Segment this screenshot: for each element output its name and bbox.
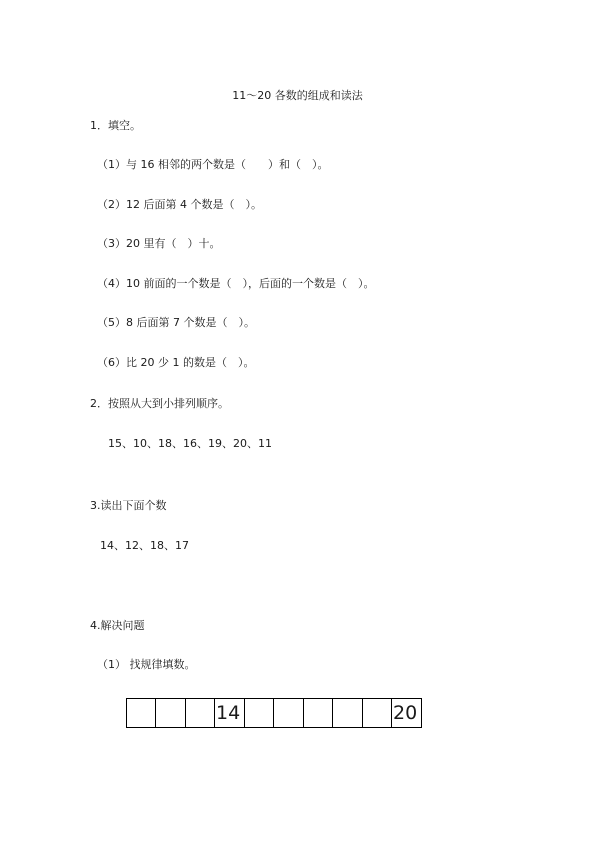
question-3-numbers: 14、12、18、17 [100,539,189,552]
grid-cell[interactable] [186,699,215,727]
grid-cell[interactable] [274,699,304,727]
question-1-item-1: （1）与 16 相邻的两个数是（ ）和（ ）。 [97,158,329,171]
question-2-numbers: 15、10、18、16、19、20、11 [108,437,272,450]
grid-cell[interactable] [127,699,156,727]
question-1-heading: 1．填空。 [90,119,141,132]
grid-cell[interactable] [333,699,363,727]
grid-cell[interactable] [363,699,392,727]
grid-cell-given: 14 [215,699,245,727]
grid-cell[interactable] [245,699,274,727]
grid-cell[interactable] [156,699,186,727]
question-1-item-6: （6）比 20 少 1 的数是（ ）。 [97,356,255,369]
question-1-item-5: （5）8 后面第 7 个数是（ ）。 [97,316,255,329]
question-3-heading: 3.读出下面个数 [90,499,167,512]
question-1-item-4: （4）10 前面的一个数是（ ），后面的一个数是（ ）。 [97,277,375,290]
grid-cell[interactable] [304,699,333,727]
question-4-sub-1: （1） 找规律填数。 [97,658,196,671]
grid-cell-given: 20 [392,699,422,727]
page-title: 11～20 各数的组成和读法 [232,89,363,102]
question-1-item-2: （2）12 后面第 4 个数是（ ）。 [97,198,262,211]
number-pattern-grid [126,698,422,728]
question-4-heading: 4.解决问题 [90,619,145,632]
question-1-item-3: （3）20 里有（ ）十。 [97,237,221,250]
question-2-heading: 2．按照从大到小排列顺序。 [90,397,229,410]
